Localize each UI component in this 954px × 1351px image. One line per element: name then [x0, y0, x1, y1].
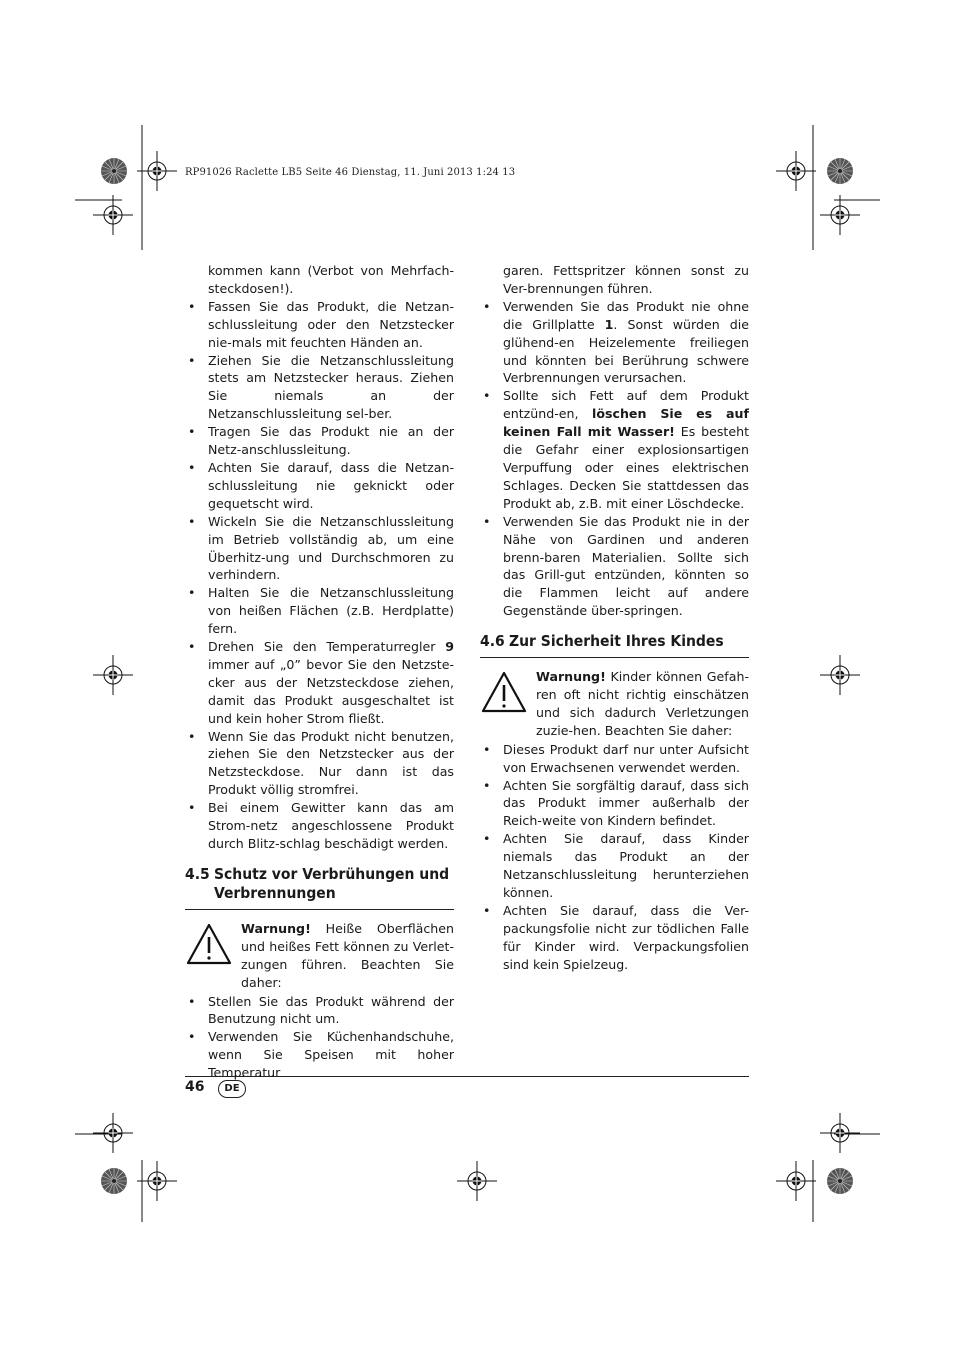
list-item: • Stellen Sie das Produkt während der Benutzung nicht um. [185, 993, 454, 1029]
left-column [185, 262, 454, 1082]
warning-label: Warnung! [241, 920, 311, 936]
right-column [480, 262, 749, 974]
registration-mark-icon [776, 151, 816, 191]
list-item: • Tragen Sie das Produkt nie an der Netz-anschlussleitung. [185, 423, 454, 459]
list-item: • Achten Sie darauf, dass die Ver-packungsfolie nicht zur tödlichen Falle für Kinder wird. Verpackungsfolien sind kein Spielzeug. [480, 902, 749, 974]
list-item: • Dieses Produkt darf nur unter Aufsicht von Erwachsenen verwendet werden. [480, 741, 749, 777]
continued-text: garen. Fettspritzer können sonst zu Ver-brennungen führen. [503, 263, 749, 296]
warning-body: Kinder können Gefah-ren oft nicht richtig einschätzen und sich dadurch Verletzungen zuzie-hen. Beachten Sie daher: [536, 669, 749, 738]
list-item: • Verwenden Sie Küchenhandschuhe, wenn Sie Speisen mit hoher Temperatur [185, 1028, 454, 1082]
safety-list [480, 741, 749, 974]
list-item: • Achten Sie darauf, dass Kinder niemals das Produkt an der Netzanschlussleitung herunterziehen können. [480, 830, 749, 902]
warning-text [241, 920, 454, 992]
registration-mark-icon [93, 1113, 133, 1153]
list-item: • Wickeln Sie die Netzanschlussleitung im Betrieb vollständig ab, um eine Überhitz-ung und Durchschmoren zu verhindern. [185, 513, 454, 585]
warning-box [185, 920, 454, 992]
list-item [480, 298, 749, 388]
warning-body: Heiße Oberflächen und heißes Fett können zu Verlet-zungen führen. Beachten Sie daher: [241, 920, 454, 990]
registration-mark-icon [457, 1161, 497, 1201]
color-wheel-icon [101, 158, 127, 184]
list-item-text: Es besteht die Gefahr einer explosionsartigen Verpuffung oder eines elektrischen Schlages. Decken Sie stattdessen das Produkt ab, z.B. mit einer Löschdecke. [503, 424, 750, 511]
section-heading [480, 632, 749, 658]
section-title-line2: Verbrennungen [214, 883, 336, 902]
warning-text [536, 668, 749, 740]
language-badge: DE [218, 1080, 246, 1098]
safety-list [185, 298, 454, 853]
section-heading [185, 865, 454, 910]
footer-rule [185, 1076, 749, 1077]
registration-mark-icon [93, 195, 133, 235]
registration-mark-icon [776, 1161, 816, 1201]
list-item: • Halten Sie die Netzanschlussleitung von heißen Flächen (z.B. Herdplatte) fern. [185, 584, 454, 638]
warning-box [480, 668, 749, 740]
color-wheel-icon [827, 158, 853, 184]
list-item [185, 638, 454, 728]
registration-mark-icon [137, 151, 177, 191]
list-item: • Achten Sie darauf, dass die Netzan-schlussleitung nie geknickt oder gequetscht wird. [185, 459, 454, 513]
list-item: • Bei einem Gewitter kann das am Strom-netz angeschlossene Produkt durch Blitz-schlag beschädigt werden. [185, 799, 454, 853]
list-item: • Verwenden Sie das Produkt nie in der Nähe von Gardinen und anderen brenn-baren Materialien. Sollte sich das Grill-gut entzünden, könnten so die Flammen leicht auf andere Gegenstände über-springen. [480, 513, 749, 620]
list-item-text: Verwenden Sie das Produkt nie ohne die Grillplatte [503, 298, 749, 332]
section-number: 4.5 [185, 864, 210, 883]
registration-mark-icon [820, 195, 860, 235]
list-item [480, 387, 749, 512]
list-item: • Achten Sie sorgfältig darauf, dass sich das Produkt immer außerhalb der Reich-weite von Kindern befindet. [480, 777, 749, 831]
print-slug: RP91026 Raclette LB5 Seite 46 Dienstag, 11. Juni 2013 1:24 13 [185, 167, 516, 178]
section-title: Zur Sicherheit Ihres Kindes [509, 632, 724, 651]
color-wheel-icon [101, 1168, 127, 1194]
list-item-text: Drehen Sie den Temperaturregler [208, 639, 446, 655]
part-number: 9 [445, 639, 454, 655]
list-item: • Fassen Sie das Produkt, die Netzan-schlussleitung oder den Netzstecker nie-mals mit feuchten Händen an. [185, 298, 454, 352]
list-item-text: . Sonst würden die glühend-en Heizelemente freiliegen und könnten bei Berührung schwere Verbrennungen verursachen. [503, 316, 749, 386]
list-item: • Wenn Sie das Produkt nicht benutzen, ziehen Sie den Netzstecker aus der Netzsteckdose. Nur dann ist das Produkt völlig stromfrei. [185, 728, 454, 800]
color-wheel-icon [827, 1168, 853, 1194]
registration-mark-icon [93, 655, 133, 695]
list-item-text: immer auf „0” bevor Sie den Netzste-cker aus der Netzsteckdose ziehen, damit das Produkt ausgeschaltet ist und kein hoher Strom fließt. [208, 656, 454, 726]
list-item: • Ziehen Sie die Netzanschlussleitung stets am Netzstecker heraus. Ziehen Sie niemals an der Netzanschlussleitung sel-ber. [185, 352, 454, 424]
page-number: 46 [185, 1079, 205, 1095]
safety-list [480, 298, 749, 620]
continued-text: kommen kann (Verbot von Mehrfach-steckdosen!). [208, 263, 454, 296]
warning-label: Warnung! [536, 669, 606, 685]
section-title: Schutz vor Verbrühungen und [214, 864, 450, 883]
warning-triangle-icon [480, 668, 536, 719]
registration-mark-icon [820, 1113, 860, 1153]
warning-triangle-icon [185, 920, 241, 971]
list-item-text: Sollte sich Fett auf dem Produkt entzünd-en, [503, 388, 749, 422]
safety-list [185, 993, 454, 1083]
registration-mark-icon [820, 655, 860, 695]
emphasis-text: löschen Sie es auf keinen Fall mit Wasser! [503, 406, 749, 440]
registration-mark-icon [137, 1161, 177, 1201]
section-number: 4.6 [480, 632, 505, 651]
part-number: 1 [604, 316, 614, 332]
